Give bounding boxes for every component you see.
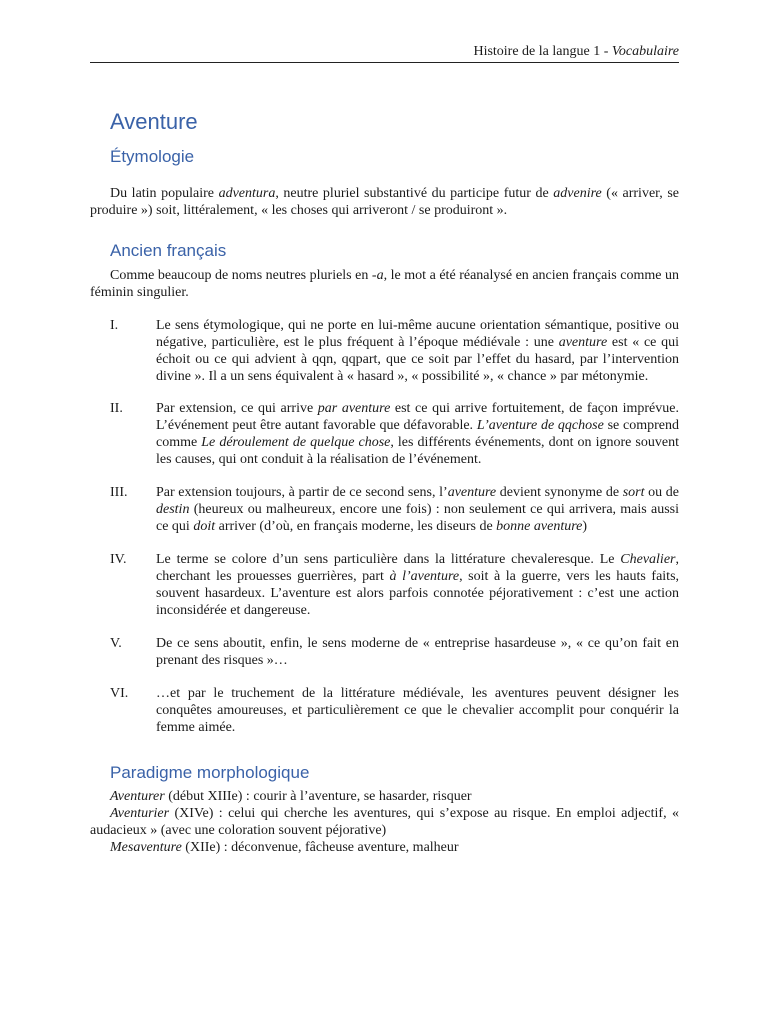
list-item-number: II.	[110, 401, 123, 416]
paradigm-list	[90, 788, 679, 856]
list-item-number: III.	[110, 485, 128, 500]
list-item-number: VI.	[110, 686, 129, 701]
ancien-paragraph: Comme beaucoup de noms neutres pluriels en -a, le mot a été réanalysé en ancien français comme un féminin singulier.	[90, 268, 679, 300]
etymology-paragraph: Du latin populaire adventura, neutre pluriel substantivé du participe futur de advenire (« arriver, se produire ») soit, littéralement, « les choses qui arriveront / se produiront ».	[90, 186, 679, 218]
list-item-text: Le terme se colore d’un sens particulière dans la littérature chevaleresque. Le Chevalier, cherchant les prouesses guerrières, part à l’aventure, soit à la guerre, vers les hauts faits, souvent hasardeux. L’aventure est alors parfois connotée péjorativement : c’est une action inconsidérée et dangereuse.	[156, 552, 680, 618]
paradigm-entry: Aventurer (début XIIIe) : courir à l’aventure, se hasarder, risquer	[110, 789, 472, 804]
header-course: Histoire de la langue 1 -	[473, 44, 612, 59]
document-body	[90, 108, 679, 856]
header-subject: Vocabulaire	[611, 44, 679, 59]
senses-list	[90, 317, 679, 736]
list-item	[90, 551, 679, 619]
list-item-text: De ce sens aboutit, enfin, le sens moderne de « entreprise hasardeuse », « ce qu’on fait en prenant des risques »…	[156, 636, 679, 668]
paradigm-entry: Aventurier (XIVe) : celui qui cherche les aventures, qui s’expose au risque. En emploi adjectif, « audacieux » (avec une coloration souvent péjorative)	[90, 806, 679, 838]
list-item	[90, 635, 679, 669]
list-item-number: V.	[110, 636, 122, 651]
list-item-number: I.	[110, 318, 119, 333]
paradigm-word: Mesaventure	[110, 840, 182, 855]
list-item-text: Par extension, ce qui arrive par aventure est ce qui arrive fortuitement, de façon imprévue. L’événement peut être autant favorable que défavorable. L’aventure de qqchose se comprend comme Le déroulement de quelque chose, les différents événements, dont on ignore souvent les causes, qui ont conduit à la réalisation de l’événement.	[156, 401, 679, 467]
list-item-text: Le sens étymologique, qui ne porte en lui-même aucune orientation sémantique, positive ou négative, particulière, est le plus fréquent à l’époque médiévale : une aventure est « ce qui échoit ou ce qui advient à qqn, qqpart, que ce soit par l’effet du hasard, par l’intervention divine ». Il a un sens équivalent à « hasard », « possibilité », « chance » par métonymie.	[156, 318, 679, 384]
list-item	[90, 317, 679, 385]
list-item	[90, 400, 679, 468]
paradigm-word: Aventurer	[110, 789, 165, 804]
heading-ancien-francais: Ancien français	[110, 241, 227, 260]
paradigm-word: Aventurier	[110, 806, 170, 821]
paradigm-entry: Mesaventure (XIIe) : déconvenue, fâcheuse aventure, malheur	[110, 840, 459, 855]
heading-etymologie: Étymologie	[110, 147, 195, 166]
list-item	[90, 484, 679, 535]
list-item-text: Par extension toujours, à partir de ce second sens, l’aventure devient synonyme de sort ou de destin (heureux ou malheureux, encore une fois) : non seulement ce qui arrivera, mais aussi ce qui doit arriver (d’où, en français moderne, les diseurs de bonne aventure)	[156, 485, 679, 534]
heading-paradigme: Paradigme morphologique	[110, 763, 310, 782]
list-item-text: …et par le truchement de la littérature médiévale, les aventures peuvent désigner les conquêtes amoureuses, et particulièrement ce que le chevalier accomplit pour conquérir la femme aimée.	[156, 686, 679, 735]
list-item	[90, 685, 679, 736]
header-divider	[90, 62, 679, 63]
page-title: Aventure	[110, 109, 198, 134]
running-header	[90, 44, 679, 60]
list-item-number: IV.	[110, 552, 127, 567]
